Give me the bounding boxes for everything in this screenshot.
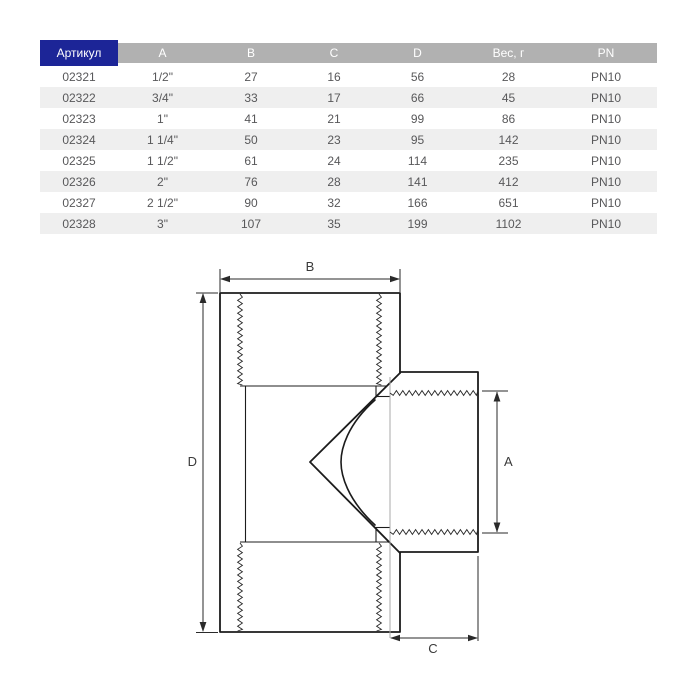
cell-pn: PN10	[555, 171, 657, 192]
column-header-article: Артикул	[40, 40, 118, 66]
cell-pn: PN10	[590, 153, 622, 168]
cell-pn: PN10	[590, 69, 622, 84]
cell-d: 114	[407, 153, 428, 168]
cell-article: 02324	[40, 129, 118, 150]
cell-a: 3/4"	[118, 87, 207, 108]
cell-b: 33	[207, 87, 295, 108]
dim-label-c: C	[428, 641, 438, 656]
cell-b: 90	[244, 195, 258, 210]
dim-d-arrow-bottom	[200, 622, 207, 632]
cell-b: 61	[244, 153, 258, 168]
cell-b: 41	[244, 111, 258, 126]
branch-outline	[400, 372, 478, 552]
cell-d: 66	[373, 87, 462, 108]
cell-b: 50	[207, 129, 295, 150]
cell-article: 02322	[40, 87, 118, 108]
cell-article: 02326	[40, 171, 118, 192]
thread-hatch-branch-bottom	[390, 530, 478, 535]
cell-b: 27	[244, 69, 258, 84]
cell-d: 166	[407, 195, 428, 210]
column-header-weight: Вес, г	[462, 40, 555, 66]
column-header-b: B	[207, 40, 295, 66]
cell-a: 1/2"	[152, 69, 173, 84]
dim-c-arrow-left	[390, 635, 400, 641]
dim-b-arrow-right	[390, 276, 400, 282]
column-header-pn: PN	[555, 40, 657, 66]
bore-intersection-curve	[341, 400, 375, 525]
cell-c: 23	[295, 129, 373, 150]
cell-weight: 651	[498, 195, 519, 210]
cell-article: 02328	[40, 213, 118, 234]
cell-d: 99	[410, 111, 425, 126]
cell-pn: PN10	[590, 195, 622, 210]
cell-pn: PN10	[555, 129, 657, 150]
dim-label-a: A	[504, 454, 513, 469]
dim-a-arrow-bottom	[494, 523, 501, 533]
cell-d: 56	[410, 69, 425, 84]
cell-weight: 28	[501, 69, 516, 84]
cell-weight: 1102	[462, 213, 555, 234]
cell-d: 199	[373, 213, 462, 234]
cell-weight: 412	[462, 171, 555, 192]
dim-b-arrow-left	[220, 276, 230, 282]
column-header-a: A	[118, 40, 207, 66]
thread-hatch-bottom-right	[377, 543, 382, 631]
cell-a: 2 1/2"	[147, 195, 178, 210]
cell-c: 32	[327, 195, 341, 210]
cell-weight: 86	[501, 111, 516, 126]
cell-article: 02323	[62, 111, 96, 126]
cell-c: 17	[295, 87, 373, 108]
cell-weight: 45	[462, 87, 555, 108]
cell-weight: 235	[498, 153, 519, 168]
cell-c: 28	[295, 171, 373, 192]
thread-hatch-top-left	[238, 294, 243, 385]
cell-c: 21	[327, 111, 341, 126]
cell-c: 16	[327, 69, 341, 84]
cell-pn: PN10	[555, 87, 657, 108]
cell-pn: PN10	[590, 111, 622, 126]
cell-weight: 142	[462, 129, 555, 150]
cell-a: 1 1/2"	[147, 153, 178, 168]
thread-hatch-top-right	[377, 294, 382, 385]
cell-b: 76	[207, 171, 295, 192]
cell-article: 02327	[62, 195, 96, 210]
cell-pn: PN10	[555, 213, 657, 234]
dim-a-arrow-top	[494, 392, 501, 402]
cell-c: 24	[327, 153, 341, 168]
branch-cone-edges	[310, 373, 400, 553]
cell-a: 3"	[118, 213, 207, 234]
dim-label-d: D	[187, 454, 197, 469]
dim-c-arrow-right	[468, 635, 478, 641]
cell-d: 141	[373, 171, 462, 192]
column-header-c: C	[295, 40, 373, 66]
cell-b: 107	[207, 213, 295, 234]
column-header-d: D	[373, 40, 462, 66]
thread-hatch-branch-top	[390, 391, 478, 396]
cell-a: 1"	[157, 111, 168, 126]
cell-d: 95	[373, 129, 462, 150]
dim-d-arrow-top	[200, 293, 207, 303]
thread-hatch-bottom-left	[238, 543, 243, 631]
dim-label-b: B	[305, 259, 315, 274]
cell-c: 35	[295, 213, 373, 234]
cell-article: 02321	[62, 69, 96, 84]
cell-a: 2"	[118, 171, 207, 192]
cell-article: 02325	[62, 153, 96, 168]
cell-a: 1 1/4"	[118, 129, 207, 150]
